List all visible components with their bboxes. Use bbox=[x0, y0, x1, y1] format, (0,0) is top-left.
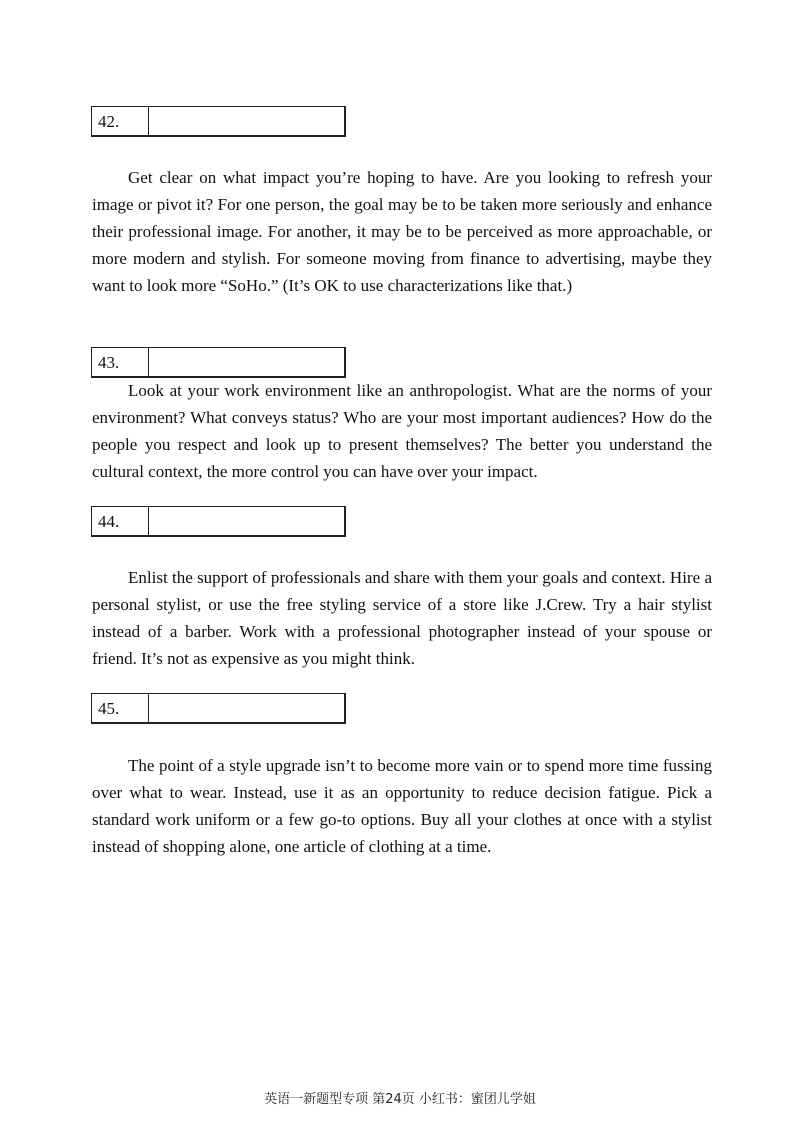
paragraph-42: Get clear on what impact you’re hoping to have. Are you looking to refresh your image or pivot it? For one person, the goal may be to be taken more seriously and enhance their professional image. For another, it may be to be perceived as more approachable, or more modern and stylish. For someone moving from finance to advertising, maybe they want to look more “SoHo.” (It’s OK to use characterizations like that.) bbox=[92, 168, 712, 295]
answer-blank[interactable] bbox=[149, 107, 344, 135]
answer-blank[interactable] bbox=[149, 507, 344, 535]
question-number: 42. bbox=[92, 107, 149, 135]
question-number: 45. bbox=[92, 694, 149, 722]
answer-box-43 bbox=[91, 347, 346, 378]
question-number: 44. bbox=[92, 507, 149, 535]
answer-box-42 bbox=[91, 106, 346, 137]
answer-box-44 bbox=[91, 506, 346, 537]
page-footer: 英语一新题型专项 第24页 小红书：蜜团儿学姐 bbox=[264, 1092, 536, 1107]
paragraph-45: The point of a style upgrade isn’t to become more vain or to spend more time fussing over what to wear. Instead, use it as an opportunity to reduce decision fatigue. Pick a standard work uniform or a few go-to options. Buy all your clothes at once with a stylist instead of shopping alone, one article of clothing at a time. bbox=[92, 756, 712, 856]
paragraph-43: Look at your work environment like an anthropologist. What are the norms of your environment? What conveys status? Who are your most important audiences? How do the people you respect and look up to present themselves? The better you understand the cultural context, the more control you can have over your impact. bbox=[92, 381, 712, 481]
answer-box-45 bbox=[91, 693, 346, 724]
answer-blank[interactable] bbox=[149, 348, 344, 376]
answer-blank[interactable] bbox=[149, 694, 344, 722]
question-number: 43. bbox=[92, 348, 149, 376]
paragraph-44: Enlist the support of professionals and share with them your goals and context. Hire a personal stylist, or use the free styling service of a store like J.Crew. Try a hair stylist instead of a barber. Work with a professional photographer instead of your spouse or friend. It’s not as expensive as you might think. bbox=[92, 568, 712, 668]
